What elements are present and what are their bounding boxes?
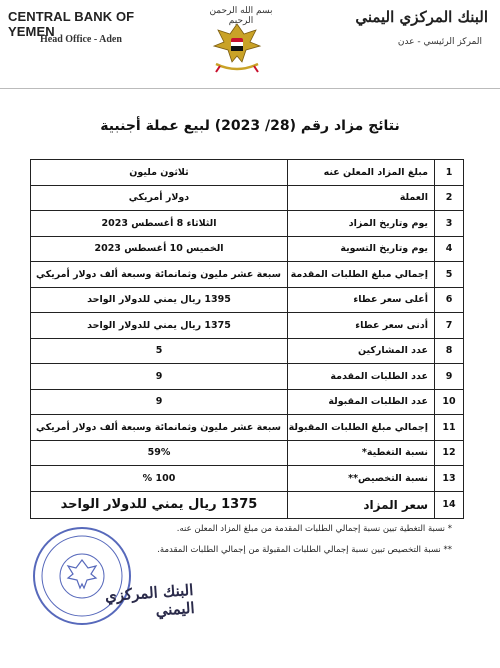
row-value: 100 % bbox=[31, 466, 288, 492]
row-value: 1395 ريال يمني للدولار الواحد bbox=[31, 287, 288, 313]
signature: البنك المركزي اليمني bbox=[104, 580, 196, 620]
table-row bbox=[31, 262, 464, 288]
row-number: 10 bbox=[435, 389, 464, 415]
document-title: نتائج مزاد رقم (28/ 2023) لبيع عملة أجنبية bbox=[100, 118, 400, 134]
table-row bbox=[31, 160, 464, 186]
footnote-allocation: ** نسبة التخصيص تبين نسبة إجمالي الطلبات المقبولة من إجمالي الطلبات المقدمة. bbox=[157, 545, 452, 555]
row-number: 7 bbox=[435, 313, 464, 339]
row-label: العملة bbox=[288, 185, 435, 211]
yemen-eagle-emblem-icon bbox=[208, 20, 266, 74]
row-number: 11 bbox=[435, 415, 464, 441]
row-label: عدد الطلبات المقدمة bbox=[288, 364, 435, 390]
row-number: 2 bbox=[435, 185, 464, 211]
row-label: عدد الطلبات المقبولة bbox=[288, 389, 435, 415]
row-value: 9 bbox=[31, 389, 288, 415]
row-number: 1 bbox=[435, 160, 464, 186]
header-divider bbox=[0, 88, 500, 89]
row-label: نسبة التغطية* bbox=[288, 440, 435, 466]
header-english-title: CENTRAL BANK OF YEMEN bbox=[8, 9, 135, 39]
row-value: 9 bbox=[31, 364, 288, 390]
row-number: 8 bbox=[435, 338, 464, 364]
row-label: سعر المزاد bbox=[288, 491, 435, 518]
row-number: 9 bbox=[435, 364, 464, 390]
row-value: 1375 ريال يمني للدولار الواحد bbox=[31, 491, 288, 518]
table-row bbox=[31, 389, 464, 415]
table-row bbox=[31, 338, 464, 364]
table-row bbox=[31, 440, 464, 466]
row-number: 4 bbox=[435, 236, 464, 262]
row-label: إجمالي مبلغ الطلبات المقبولة bbox=[288, 415, 435, 441]
footnote-coverage: * نسبة التغطية تبين نسبة إجمالي الطلبات المقدمة من مبلغ المزاد المعلن عنه. bbox=[176, 524, 452, 534]
row-label: إجمالي مبلغ الطلبات المقدمة bbox=[288, 262, 435, 288]
row-label: أدنى سعر عطاء bbox=[288, 313, 435, 339]
table-row bbox=[31, 236, 464, 262]
row-number: 5 bbox=[435, 262, 464, 288]
table-row bbox=[31, 185, 464, 211]
table-row bbox=[31, 415, 464, 441]
row-value: الخميس 10 أغسطس 2023 bbox=[31, 236, 288, 262]
row-label: عدد المشاركين bbox=[288, 338, 435, 364]
basmala-calligraphy: بسم الله الرحمن الرحيم bbox=[209, 6, 273, 26]
header-english-subtitle: Head Office - Aden bbox=[40, 34, 122, 45]
row-number: 3 bbox=[435, 211, 464, 237]
row-number: 12 bbox=[435, 440, 464, 466]
row-number: 6 bbox=[435, 287, 464, 313]
row-value: سبعة عشر مليون وثمانمائة وسبعة ألف دولار أمريكي bbox=[31, 415, 288, 441]
header-arabic-title: البنك المركزي اليمني bbox=[355, 8, 488, 26]
row-value: الثلاثاء 8 أغسطس 2023 bbox=[31, 211, 288, 237]
row-number: 13 bbox=[435, 466, 464, 492]
row-label: نسبة التخصيص** bbox=[288, 466, 435, 492]
table-row bbox=[31, 287, 464, 313]
row-label: يوم وتاريخ التسوية bbox=[288, 236, 435, 262]
auction-results-table bbox=[30, 159, 464, 519]
table-row bbox=[31, 313, 464, 339]
row-value: سبعة عشر مليون وثمانمائة وسبعة ألف دولار أمريكي bbox=[31, 262, 288, 288]
row-label: مبلغ المزاد المعلن عنه bbox=[288, 160, 435, 186]
row-number: 14 bbox=[435, 491, 464, 518]
table-row bbox=[31, 466, 464, 492]
row-label: أعلى سعر عطاء bbox=[288, 287, 435, 313]
header-arabic-subtitle: المركز الرئيسي - عدن bbox=[397, 37, 482, 47]
row-value: 1375 ريال يمني للدولار الواحد bbox=[31, 313, 288, 339]
table-row bbox=[31, 491, 464, 518]
row-value: دولار أمريكي bbox=[31, 185, 288, 211]
row-value: 59% bbox=[31, 440, 288, 466]
row-value: ثلاثون مليون bbox=[31, 160, 288, 186]
table-row bbox=[31, 211, 464, 237]
table-row bbox=[31, 364, 464, 390]
row-value: 5 bbox=[31, 338, 288, 364]
row-label: يوم وتاريخ المزاد bbox=[288, 211, 435, 237]
